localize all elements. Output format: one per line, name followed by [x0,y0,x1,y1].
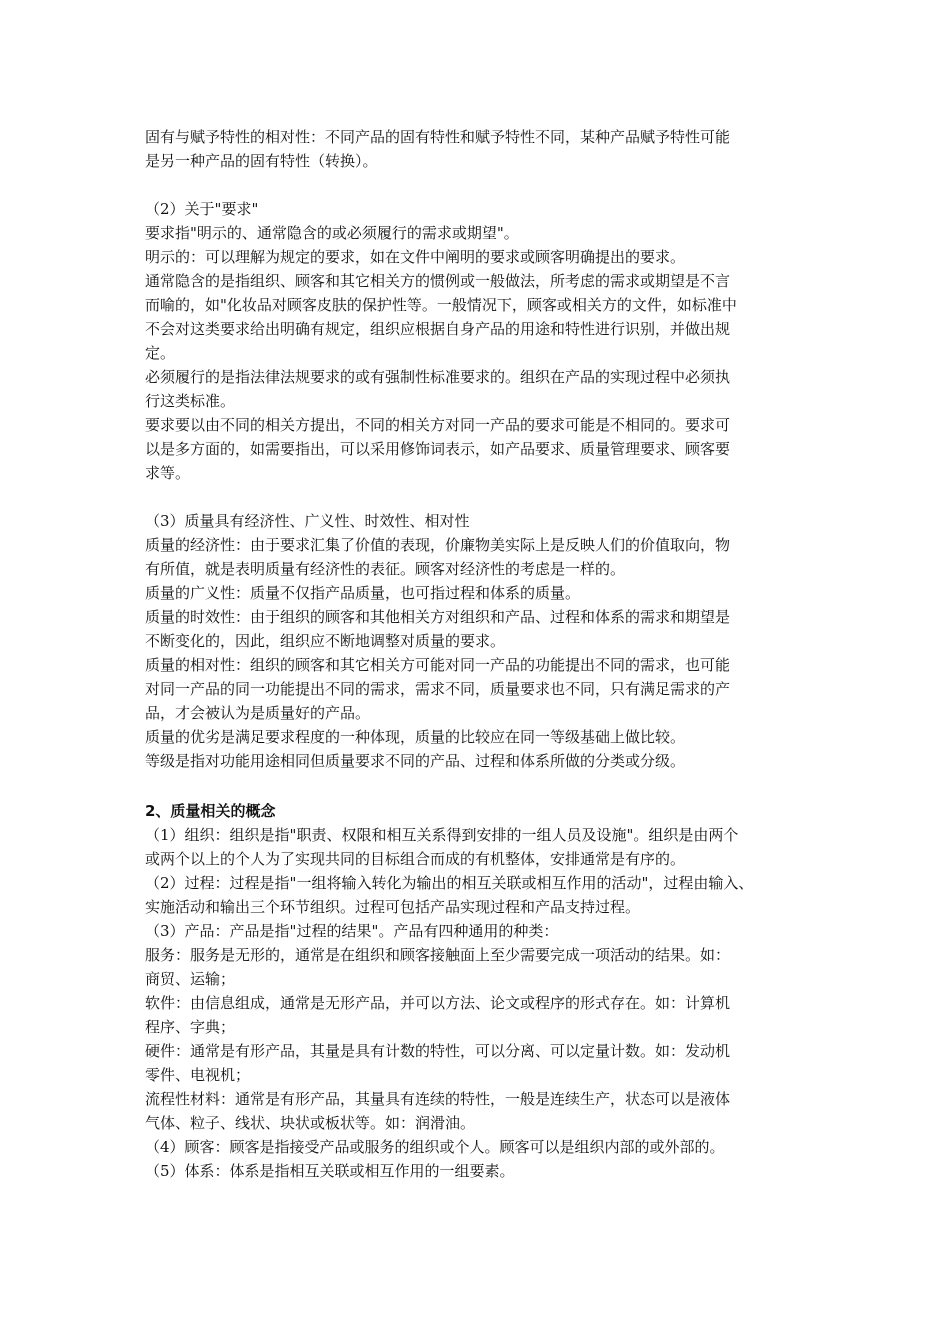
paragraph-line: 而喻的，如"化妆品对顾客皮肤的保护性等。一般情况下，顾客或相关方的文件，如标准中 [145,296,737,314]
paragraph-line: 必须履行的是指法律法规要求的或有强制性标准要求的。组织在产品的实现过程中必须执 [145,368,731,386]
document-page [145,125,817,1183]
paragraph-line: 固有与赋予特性的相对性：不同产品的固有特性和赋予特性不同，某种产品赋予特性可能 [145,128,731,146]
paragraph-line: 软件：由信息组成，通常是无形产品，并可以方法、论文或程序的形式存在。如：计算机 [145,994,731,1012]
section-subheading: （3）质量具有经济性、广义性、时效性、相对性 [145,512,470,530]
paragraph-line: 流程性材料：通常是有形产品，其量具有连续的特性，一般是连续生产，状态可以是液体 [145,1090,731,1108]
paragraph-line: 是另一种产品的固有特性（转换）。 [145,152,378,170]
paragraph-line: （3）产品：产品是指"过程的结果"。产品有四种通用的种类： [145,922,559,940]
paragraph-line: （2）过程：过程是指"一组将输入转化为输出的相互关联或相互作用的活动"，过程由输入、 [145,874,754,892]
paragraph-line: 质量的优劣是满足要求程度的一种体现，质量的比较应在同一等级基础上做比较。 [145,728,686,746]
paragraph-line: 要求要以由不同的相关方提出，不同的相关方对同一产品的要求可能是不相同的。要求可 [145,416,731,434]
paragraph-line: （4）顾客：顾客是指接受产品或服务的组织或个人。顾客可以是组织内部的或外部的。 [145,1138,725,1156]
paragraph-line: 求等。 [145,464,191,482]
paragraph-line: 不断变化的，因此，组织应不断地调整对质量的要求。 [145,632,506,650]
paragraph-line: 硬件：通常是有形产品，其量是具有计数的特性，可以分离、可以定量计数。如：发动机 [145,1042,731,1060]
paragraph-line: 零件、电视机； [145,1066,251,1084]
paragraph-line: 质量的经济性：由于要求汇集了价值的表现，价廉物美实际上是反映人们的价值取向，物 [145,536,731,554]
paragraph-line: 有所值，就是表明质量有经济性的表征。顾客对经济性的考虑是一样的。 [145,560,626,578]
paragraph-line: 或两个以上的个人为了实现共同的目标组合而成的有机整体，安排通常是有序的。 [145,850,686,868]
paragraph-line: 以是多方面的，如需要指出，可以采用修饰词表示，如产品要求、质量管理要求、顾客要 [145,440,731,458]
paragraph-line: 要求指"明示的、通常隐含的或必须履行的需求或期望"。 [145,224,519,242]
blank-line [145,773,817,799]
paragraph-line: 等级是指对功能用途相同但质量要求不同的产品、过程和体系所做的分类或分级。 [145,752,686,770]
paragraph-line: 定。 [145,344,176,362]
paragraph-line: 质量的广义性：质量不仅指产品质量，也可指过程和体系的质量。 [145,584,581,602]
section-subheading: （2）关于"要求" [145,200,259,218]
paragraph-line: 明示的：可以理解为规定的要求，如在文件中阐明的要求或顾客明确提出的要求。 [145,248,686,266]
paragraph-line: 通常隐含的是指组织、顾客和其它相关方的惯例或一般做法，所考虑的需求或期望是不言 [145,272,731,290]
paragraph-line: （1）组织：组织是指"职责、权限和相互关系得到安排的一组人员及设施"。组织是由两个 [145,826,739,844]
paragraph-line: 商贸、运输； [145,970,236,988]
paragraph-line: 质量的相对性：组织的顾客和其它相关方可能对同一产品的功能提出不同的需求，也可能 [145,656,731,674]
paragraph-line: 不会对这类要求给出明确有规定，组织应根据自身产品的用途和特性进行识别，并做出规 [145,320,731,338]
paragraph-line: 服务：服务是无形的，通常是在组织和顾客接触面上至少需要完成一项活动的结果。如： [145,946,731,964]
paragraph-line: 质量的时效性：由于组织的顾客和其他相关方对组织和产品、过程和体系的需求和期望是 [145,608,731,626]
paragraph-line: 实施活动和输出三个环节组织。过程可包括产品实现过程和产品支持过程。 [145,898,641,916]
blank-line [145,173,817,197]
section-heading: 2、质量相关的概念 [145,802,276,820]
paragraph-line: 对同一产品的同一功能提出不同的需求，需求不同，质量要求也不同，只有满足需求的产 [145,680,731,698]
paragraph-line: （5）体系：体系是指相互关联或相互作用的一组要素。 [145,1162,515,1180]
paragraph-line: 气体、粒子、线状、块状或板状等。如：润滑油。 [145,1114,476,1132]
paragraph-line: 行这类标准。 [145,392,236,410]
paragraph-line: 程序、字典； [145,1018,236,1036]
paragraph-line: 品，才会被认为是质量好的产品。 [145,704,371,722]
blank-line [145,485,817,509]
